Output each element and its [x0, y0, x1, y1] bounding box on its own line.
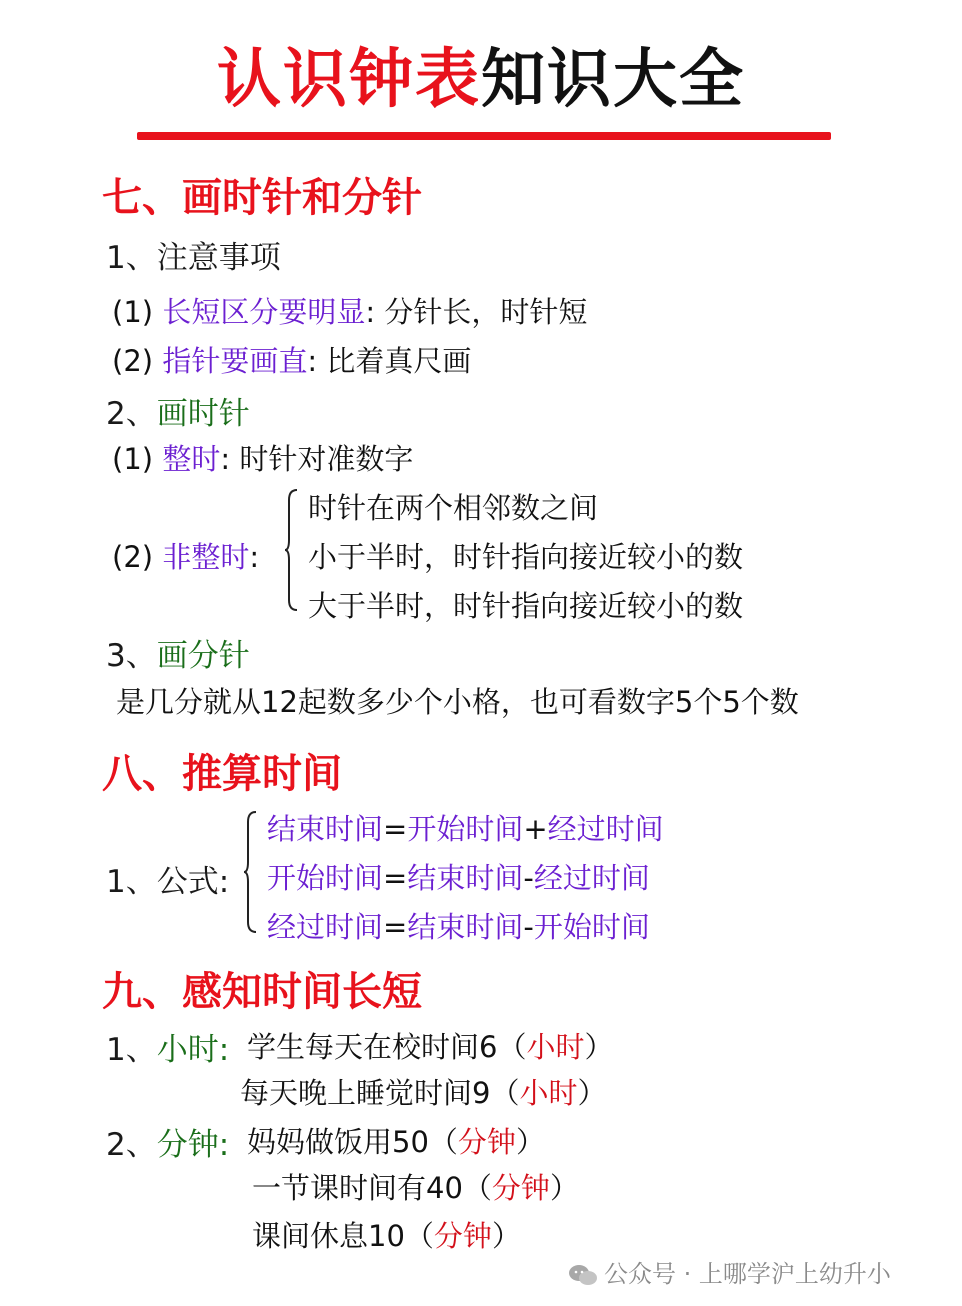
example-text: 妈妈做饭用50: [247, 1125, 429, 1159]
left-brace: [284, 488, 300, 612]
s7-sub3: [106, 630, 250, 675]
s7-item-4-label: [112, 535, 259, 576]
sub-text: 画分针: [156, 638, 250, 674]
sub-text: 画时针: [156, 396, 250, 432]
item-text: 时针对准数字: [239, 442, 414, 476]
s7-item-1: [112, 290, 587, 331]
paren-close: ）: [491, 1219, 521, 1253]
formula-3: [267, 905, 650, 946]
brace-line-3: 大于半时，时针指向接近较小的数: [308, 589, 744, 623]
sub-text: 分钟:: [156, 1127, 230, 1163]
title-red: 认识钟表: [217, 43, 481, 117]
formula-op: -: [523, 910, 534, 944]
sub-number: 3、: [106, 638, 157, 674]
example-text: 一节课时间有40: [252, 1171, 463, 1205]
formula-term: 结束时间: [407, 861, 524, 895]
formula-label: 1、公式:: [106, 864, 230, 900]
minute-example-3: [252, 1214, 521, 1255]
example-text: 每天晚上睡觉时间9: [240, 1076, 491, 1110]
paren-close: ）: [577, 1076, 607, 1110]
s7-sub3-body: 是几分就从12起数多少个小格，也可看数字5个5个数: [116, 685, 799, 719]
item-colon: :: [220, 442, 231, 476]
formula-op: -: [523, 861, 534, 895]
title-divider: [137, 132, 831, 140]
section-7-heading: 七、画时针和分针: [102, 175, 422, 221]
item-key: 非整时: [162, 540, 250, 574]
formula-term: 结束时间: [407, 910, 524, 944]
sub-number: 2、: [106, 396, 157, 432]
minute-example-1: [247, 1120, 545, 1161]
brace-line-2: 小于半时，时针指向接近较小的数: [308, 540, 744, 574]
title-black: 知识大全: [481, 43, 745, 117]
paren-open: （: [497, 1030, 527, 1064]
item-colon: :: [307, 344, 318, 378]
example-unit: 分钟: [457, 1125, 516, 1159]
s7-item-3: [112, 437, 413, 478]
example-unit: 分钟: [491, 1171, 550, 1205]
item-key: 长短区分要明显: [162, 295, 366, 329]
left-brace: [243, 810, 259, 934]
item-text: 比着真尺画: [326, 344, 472, 378]
paren-close: ）: [515, 1125, 545, 1159]
item-colon: :: [249, 540, 260, 574]
paren-close: ）: [584, 1030, 614, 1064]
minute-example-2: [252, 1166, 579, 1207]
page-title: [0, 28, 962, 120]
formula-term: 经过时间: [533, 861, 650, 895]
hour-label: [106, 1024, 229, 1069]
formula-term: 经过时间: [547, 812, 664, 846]
paren-open: （: [490, 1076, 520, 1110]
watermark-text: 公众号 · 上哪学沪上幼升小: [604, 1260, 891, 1288]
paren-close: ）: [549, 1171, 579, 1205]
formula-2: [267, 856, 650, 897]
formula-term: 经过时间: [267, 910, 384, 944]
item-key: 整时: [162, 442, 221, 476]
hour-example-1: [247, 1025, 614, 1066]
example-text: 课间休息10: [252, 1219, 405, 1253]
formula-term: 结束时间: [267, 812, 384, 846]
section-8-heading: 八、推算时间: [102, 751, 342, 797]
section-9-heading: 九、感知时间长短: [102, 969, 422, 1015]
item-number: (1): [112, 442, 154, 476]
formula-term: 开始时间: [533, 910, 650, 944]
formula-op: =: [383, 861, 408, 895]
example-text: 学生每天在校时间6: [247, 1030, 498, 1064]
hour-example-2: [240, 1071, 607, 1112]
formula-term: 开始时间: [407, 812, 524, 846]
paren-open: （: [462, 1171, 492, 1205]
paren-open: （: [428, 1125, 458, 1159]
item-number: (2): [112, 540, 154, 574]
example-unit: 分钟: [433, 1219, 492, 1253]
formula-term: 开始时间: [267, 861, 384, 895]
sub-number: 2、: [106, 1127, 157, 1163]
formula-op: =: [383, 910, 408, 944]
paren-open: （: [404, 1219, 434, 1253]
formula-op: =: [383, 812, 408, 846]
example-unit: 小时: [526, 1030, 585, 1064]
item-text: 分针长，时针短: [384, 295, 588, 329]
item-key: 指针要画直: [162, 344, 308, 378]
example-unit: 小时: [519, 1076, 578, 1110]
sub-number: 1、: [106, 1032, 157, 1068]
s7-item-2: [112, 339, 471, 380]
minute-label: [106, 1119, 229, 1164]
item-number: (2): [112, 344, 154, 378]
s7-sub2: [106, 388, 250, 433]
s7-sub1: 1、注意事项: [106, 240, 281, 276]
item-colon: :: [365, 295, 376, 329]
sub-text: 小时:: [156, 1032, 230, 1068]
brace-line-1: 时针在两个相邻数之间: [308, 491, 599, 525]
wechat-icon: [568, 1264, 598, 1286]
formula-op: +: [523, 812, 548, 846]
item-number: (1): [112, 295, 154, 329]
watermark: [568, 1254, 891, 1289]
formula-1: [267, 807, 664, 848]
